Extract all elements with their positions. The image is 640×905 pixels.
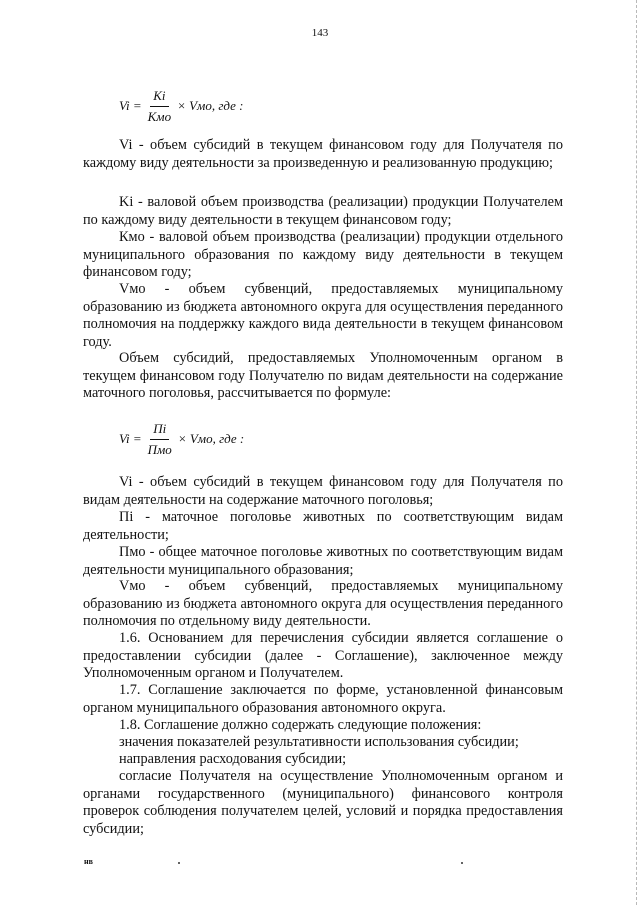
paragraph: направления расходования субсидии; <box>119 751 347 767</box>
paragraph: Пi - маточное поголовье животных по соответствующим видам деятельности; <box>83 509 563 543</box>
footer-code: нв <box>84 857 93 866</box>
paragraph: Vi - объем субсидий в текущем финансовом году для Получателя по каждому виду деятельности за произведенную и реализованную продукцию; <box>83 137 563 171</box>
scan-edge <box>635 0 637 905</box>
paragraph: Vмо - объем субвенций, предоставляемых муниципальному образованию из бюджета автономного округа для осуществления переданного полномочия по отдельному виду деятельности. <box>83 578 563 629</box>
paragraph: 1.8. Соглашение должно содержать следующие положения: <box>119 717 482 733</box>
paragraph: Vi - объем субсидий в текущем финансовом году для Получателя по видам деятельности на содержание маточного поголовья; <box>83 474 563 508</box>
paragraph: Пмо - общее маточное поголовье животных по соответствующим видам деятельности муниципального образования; <box>83 544 563 578</box>
formula-2-denominator: Пмо <box>147 441 172 457</box>
formula-2-numerator: Пi <box>150 420 169 440</box>
formula-1-denominator: Kмо <box>147 108 172 124</box>
paragraph: согласие Получателя на осуществление Уполномоченным органом и органами государственного (муниципального) финансового контроля проверок соблюдения получателем целей, условий и порядка предоставления субсидии; <box>83 768 563 837</box>
paragraph: Объем субсидий, предоставляемых Уполномоченным органом в текущем финансовом году Получателю по видам деятельности на содержание маточного поголовья, рассчитывается по формуле: <box>83 350 563 401</box>
formula-1-numerator: Ki <box>150 87 168 107</box>
formula-1-rhs: × Vмо, где : <box>177 98 244 114</box>
paragraph: 1.7. Соглашение заключается по форме, установленной финансовым органом муниципального образования автономного округа. <box>83 682 563 716</box>
formula-2-lhs: Vi = <box>119 431 142 447</box>
formula-2-rhs: × Vмо, где : <box>177 431 245 447</box>
formula-1-lhs: Vi = <box>119 98 142 114</box>
paragraph: 1.6. Основанием для перечисления субсидии является соглашение о предоставлении субсидии (далее - Соглашение), заключенное между Уполномоченным органом и Получателем. <box>83 630 563 681</box>
paragraph: значения показателей результативности использования субсидии; <box>119 734 519 750</box>
formula-2 <box>119 420 244 458</box>
scan-dot <box>461 862 463 864</box>
formula-1 <box>119 87 244 125</box>
formula-1-fraction <box>145 87 174 125</box>
paragraph: Кмо - валовой объем производства (реализации) продукции отдельного муниципального образования по каждому виду деятельности в текущем финансовом году; <box>83 229 563 280</box>
formula-2-fraction <box>145 420 175 458</box>
paragraph: Vмо - объем субвенций, предоставляемых муниципальному образованию из бюджета автономного округа для осуществления переданного полномочия на поддержку каждого вида деятельности в текущем финансовом году. <box>83 281 563 350</box>
scan-dot <box>178 862 180 864</box>
page-number: 143 <box>311 27 329 39</box>
paragraph: Ki - валовой объем производства (реализации) продукции Получателем по каждому виду деятельности в текущем финансовом году; <box>83 194 563 228</box>
